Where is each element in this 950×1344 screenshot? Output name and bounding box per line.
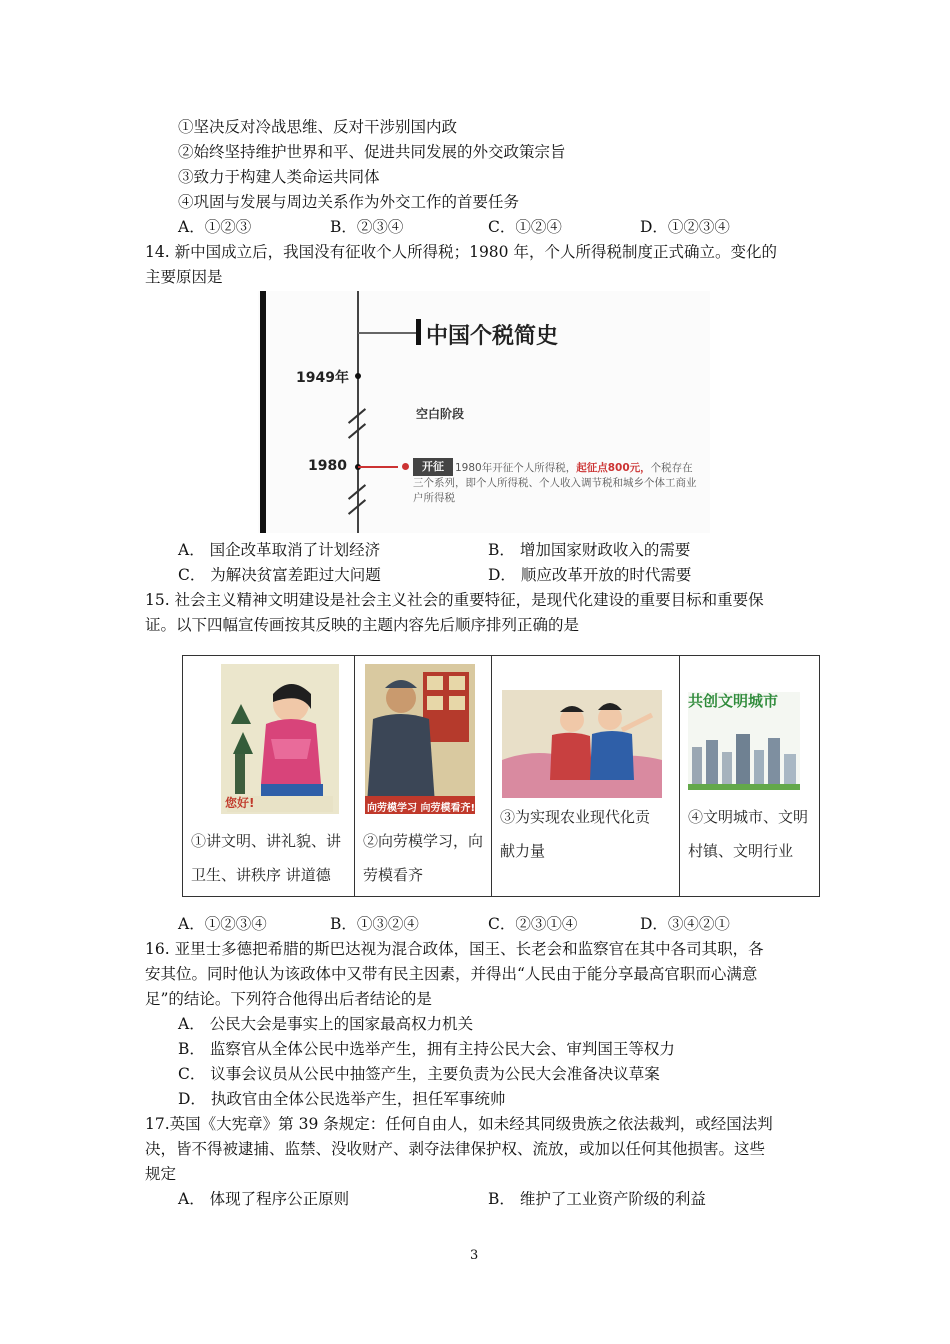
red-dot [402, 463, 409, 470]
q13-option-b: B．②③④ [330, 218, 404, 236]
q15-option-d: D．③④②① [640, 915, 730, 933]
poster-cell-3 [492, 656, 680, 896]
q17-option-b: B． 维护了工业资产阶级的利益 [488, 1190, 706, 1208]
q13-item-4: ④巩固与发展与周边关系作为外交工作的首要任务 [178, 193, 520, 211]
figure-title: 中国个税简史 [426, 324, 559, 349]
q13-option-d: D．①②③④ [640, 218, 730, 236]
year-1949: 1949年 [296, 370, 349, 386]
blank-stage-label: 空白阶段 [416, 407, 465, 421]
q16-stem-line1: 16. 亚里士多德把希腊的斯巴达视为混合政体，国王、长老会和监察官在其中各司其职，各 [145, 940, 764, 958]
q17-option-a: A． 体现了程序公正原则 [178, 1190, 350, 1208]
poster-3-image [502, 690, 662, 798]
tax-history-figure [258, 291, 710, 533]
q17-stem-line2: 决，皆不得被逮捕、监禁、没收财产、剥夺法律保护权、流放，或加以任何其他损害。这些 [145, 1140, 766, 1158]
q16-stem-line3: 足”的结论。下列符合他得出后者结论的是 [145, 990, 432, 1008]
poster-3-caption-line1: ③为实现农业现代化贡 [500, 808, 651, 826]
q16-option-b: B． 监察官从全体公民中选举产生，拥有主持公民大会、审判国王等权力 [178, 1040, 675, 1058]
tax-1980-description [413, 461, 703, 506]
q14-option-c: C． 为解决贫富差距过大问题 [178, 566, 381, 584]
poster-1-slogan: 您好! [225, 796, 255, 810]
q15-option-b: B．①③②④ [330, 915, 419, 933]
q14-option-a: A． 国企改革取消了计划经济 [178, 541, 381, 559]
poster-2-slogan: 向劳模学习 向劳模看齐! [367, 803, 476, 814]
title-mark [416, 319, 421, 345]
poster-table [182, 655, 820, 897]
poster-1-image [221, 664, 339, 814]
q14-stem-line1: 14. 新中国成立后，我国没有征收个人所得税；1980 年，个人所得税制度正式确立。变化的 [145, 243, 777, 261]
q15-option-a: A．①②③④ [178, 915, 267, 933]
poster-2-image [365, 664, 475, 814]
poster-2-caption-line1: ②向劳模学习，向 [363, 832, 484, 850]
q14-stem-line2: 主要原因是 [145, 268, 223, 286]
poster-1-caption-line1: ①讲文明、讲礼貌、讲 [191, 832, 342, 850]
q13-option-a: A．①②③ [178, 218, 252, 236]
q16-stem-line2: 安其位。同时他认为该政体中又带有民主因素，并得出“人民由于能分享最高官职而心满意 [145, 965, 758, 983]
q14-option-d: D． 顺应改革开放的时代需要 [488, 566, 692, 584]
poster-4-slogan: 共创文明城市 [688, 692, 779, 710]
q13-item-3: ③致力于构建人类命运共同体 [178, 168, 380, 186]
q14-option-b: B． 增加国家财政收入的需要 [488, 541, 691, 559]
poster-1-caption-line2: 卫生、讲秩序 讲道德 [191, 866, 331, 884]
q13-option-c: C．①②④ [488, 218, 562, 236]
desc-part-a: 1980年开征个人所得税， [455, 462, 577, 474]
levy-tag: 开征 [413, 458, 453, 476]
poster-cell-2 [355, 656, 492, 896]
poster-4-caption-line1: ④文明城市、文明 [688, 808, 809, 826]
figure-left-bar [260, 291, 266, 533]
q16-option-c: C． 议事会议员从公民中抽签产生，主要负责为公民大会准备决议草案 [178, 1065, 660, 1083]
red-connector [358, 466, 398, 468]
q13-item-2: ②始终坚持维护世界和平、促进共同发展的外交政策宗旨 [178, 143, 566, 161]
q16-option-a: A． 公民大会是事实上的国家最高权力机关 [178, 1015, 474, 1033]
timeline-dot-1949 [355, 373, 361, 379]
q15-stem-line1: 15. 社会主义精神文明建设是社会主义社会的重要特征，是现代化建设的重要目标和重要保 [145, 591, 764, 609]
q15-option-c: C．②③①④ [488, 915, 578, 933]
q17-stem-line3: 规定 [145, 1165, 177, 1183]
poster-cell-4 [680, 656, 821, 896]
poster-2-caption-line2: 劳模看齐 [363, 866, 424, 884]
q15-stem-line2: 证。以下四幅宣传画按其反映的主题内容先后顺序排列正确的是 [145, 616, 580, 634]
threshold-text: 起征点800元， [576, 462, 651, 474]
year-1980: 1980 [308, 458, 347, 474]
page-number: 3 [470, 1248, 479, 1263]
q13-item-1: ①坚决反对冷战思维、反对干涉别国内政 [178, 118, 458, 136]
poster-3-caption-line2: 献力量 [500, 842, 546, 860]
q17-stem-line1: 17.英国《大宪章》第 39 条规定：任何自由人，如未经其同级贵族之依法裁判，或经国法判 [145, 1115, 773, 1133]
q16-option-d: D． 执政官由全体公民选举产生，担任军事统帅 [178, 1090, 506, 1108]
title-connector [358, 332, 416, 334]
poster-cell-1 [183, 656, 355, 896]
poster-4-caption-line2: 村镇、文明行业 [688, 842, 794, 860]
desc-part-b: 个税存在三个系列，即个人所得税、个人收入调节税和城乡个体工商业户所得税 [413, 462, 697, 504]
